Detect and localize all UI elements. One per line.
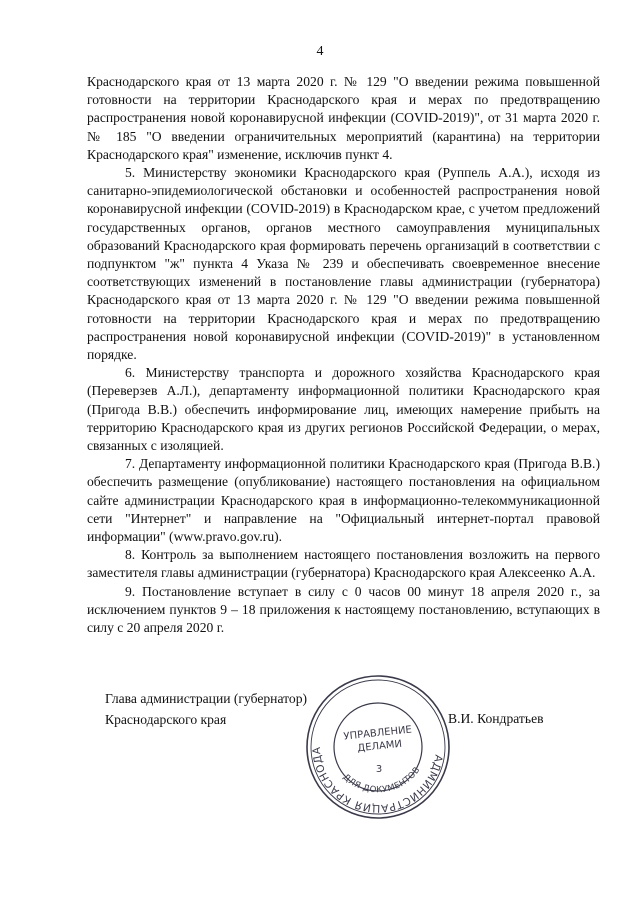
page-number: 4 — [316, 44, 324, 59]
signatory-position-line2: Краснодарского края — [105, 712, 227, 727]
stamp-number: 3 — [375, 764, 383, 775]
signatory-name: В.И. Кондратьев — [448, 711, 544, 726]
paragraph-item-6: 6. Министерству транспорта и дорожного хозяйства Краснодарского края (Переверзев А.Л.), департаменту информационной политики Краснодарского края (Пригода В.В.) обеспечить информирование лиц, имеющих намерение прибыть на территорию Краснодарского края из других регионов Российской Федерации, о мерах, связанных с изоляцией. — [87, 365, 600, 454]
stamp-center-line1: УПРАВЛЕНИЕ — [343, 724, 413, 743]
paragraph-item-7: 7. Департаменту информационной политики Краснодарского края (Пригода В.В.) обеспечить размещение (опубликование) настоящего постановления на официальном сайте администрации Краснодарского края в информационно-телекоммуникационной сети "Интернет" и направление на "Официальный интернет-портал правовой информации" (www.pravo.gov.ru). — [87, 456, 600, 545]
paragraph-item-9: 9. Постановление вступает в силу с 0 часов 00 минут 18 апреля 2020 г., за исключением пунктов 9 – 18 приложения к настоящему постановлению, вступающих в силу с 20 апреля 2020 г. — [87, 583, 600, 636]
stamp-outer-text: АДМИНИСТРАЦИЯ КРАСНОДА — [310, 746, 445, 815]
paragraph-item-5: 5. Министерству экономики Краснодарского края (Руппель А.А.), исходя из санитарно-эпидемиологической обстановки и особенностей распространения новой коронавирусной инфекции (COVID-2019) в Краснодарском крае, с учетом предложений государственных органов, органов местного самоуправления муниципальных образований Краснодарского края формировать перечень организаций в соответствии с подпунктом "ж" пункта 4 Указа № 239 и обеспечивать своевременное внесение соответствующих изменений в постановление главы администрации (губернатора) Краснодарского края от 13 марта 2020 г. № 129 "О введении режима повышенной готовности на территории Краснодарского края и мерах по предотвращению распространения новой коронавирусной инфекции (COVID-2019)" в установленном порядке. — [87, 165, 600, 363]
paragraph-continuation: Краснодарского края от 13 марта 2020 г. № 129 "О введении режима повышенной готовности на территории Краснодарского края и мерах по предотвращению распространения новой коронавирусной инфекции (COVID-2019)", от 31 марта 2020 г. № 185 "О введении ограничительных мероприятий (карантина) на территории Краснодарского края" изменение, исключив пункт 4. — [87, 74, 600, 162]
signature-block — [0, 688, 640, 828]
stamp-center-line2: ДЕЛАМИ — [356, 738, 403, 755]
paragraph-item-8: 8. Контроль за выполнением настоящего постановления возложить на первого заместителя главы администрации (губернатора) Краснодарского края Алексеенко А.А. — [87, 547, 600, 581]
stamp-bottom-text: ДЛЯ ДОКУМЕНТОВ — [340, 765, 423, 796]
document-body — [87, 73, 600, 637]
signatory-position — [105, 688, 307, 730]
official-stamp — [303, 672, 453, 822]
signatory-position-line1: Глава администрации (губернатор) — [105, 691, 308, 706]
